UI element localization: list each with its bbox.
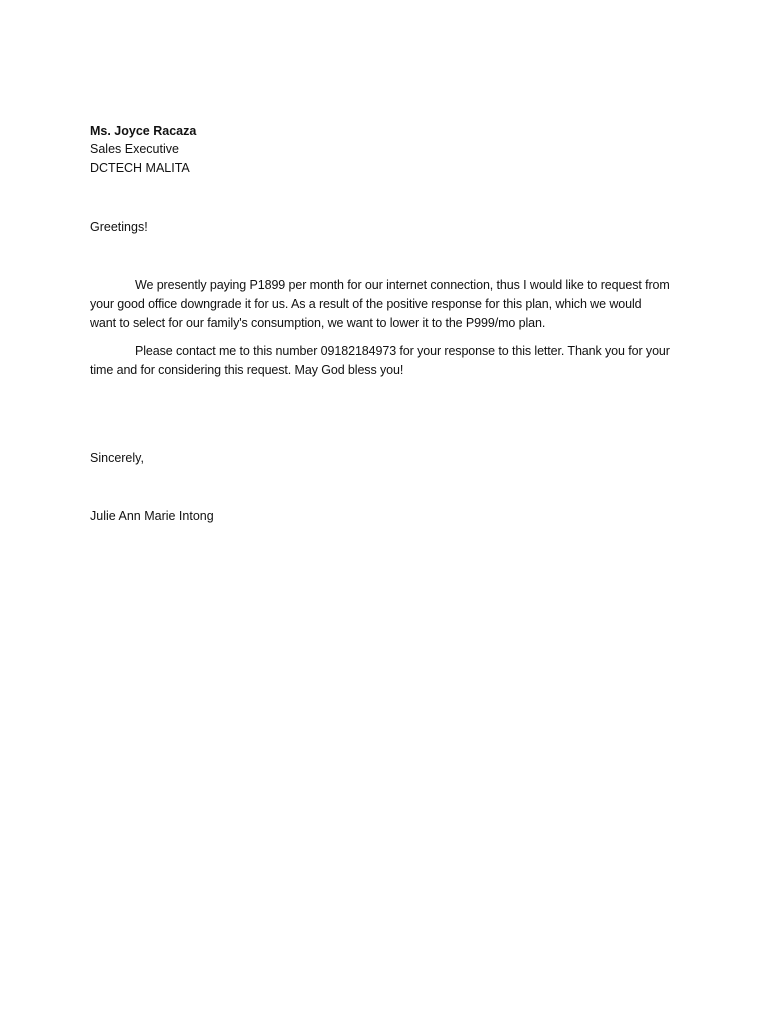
body-paragraph-1: We presently paying P1899 per month for our internet connection, thus I would like to request from your good office downgrade it for us. As a result of the positive response for this plan, which we would want to select for our family's consumption, we want to lower it to the P999/mo plan.: [90, 278, 670, 330]
body-paragraph-2: Please contact me to this number 09182184973 for your response to this letter. Thank you for your time and for considering this request. May God bless you!: [90, 344, 670, 377]
greeting: Greetings!: [90, 220, 148, 234]
recipient-name: Ms. Joyce Racaza: [90, 124, 197, 138]
signature-name: Julie Ann Marie Intong: [90, 509, 214, 523]
recipient-company: DCTECH MALITA: [90, 161, 190, 175]
closing: Sincerely,: [90, 451, 144, 465]
recipient-title: Sales Executive: [90, 142, 179, 156]
